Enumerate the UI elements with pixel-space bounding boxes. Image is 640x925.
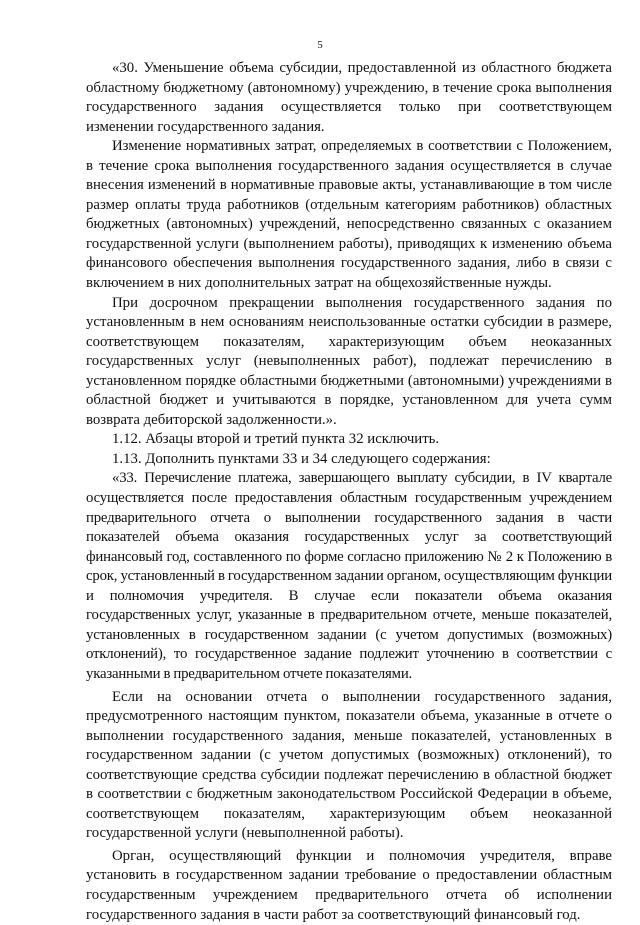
paragraph-preliminary-report-requirement: Орган, осуществляющий функции и полномочия учредителя, вправе установить в государственном задании требование о предоставлении областным государственным учреждением предварительного отчета об исполнении государственного задания в части работ за соответствующий финансовый год.	[86, 847, 612, 923]
paragraph-normative-costs-change: Изменение нормативных затрат, определяемых в соответствии с Положением, в течение срока выполнения государственного задания осуществляется в случае внесения изменений в нормативные правовые акты, устанавливающие в том числе размер оплаты труда работников (отдельным категориям работников) областных бюджетных (автономных) учреждений, непосредственно связанных с оказанием государственной услуги (выполнением работы), приводящих к изменению объема финансового обеспечения выполнения государственного задания, либо в связи с включением в них дополнительных затрат на общехозяйственные нужды.	[86, 138, 612, 292]
paragraph-33-final-payment: «33. Перечисление платежа, завершающего выплату субсидии, в IV квартале осуществляется после предоставления областным государственным учреждением предварительного отчета о выполнении государственного задания в части показателей объема оказания государственных услуг за соответствующий финансовый год, составленного по форме согласно приложению № 2 к Положению в срок, установленный в государственном задании органом, осуществляющим функции и полномочия учредителя. В случае если показатели объема оказания государственных услуг, указанные в предварительном отчете, меньше показателей, установленных в государственном задании (с учетом допустимых (возможных) отклонений), то государственное задание подлежит уточнению в соответствии с указанными в предварительном отчете показателями.	[86, 470, 612, 682]
paragraph-1-12: 1.12. Абзацы второй и третий пункта 32 исключить.	[112, 431, 440, 448]
document-body	[86, 59, 612, 925]
paragraph-30-subsidy-reduction: «30. Уменьшение объема субсидии, предоставленной из областного бюджета областному бюджетному (автономному) учреждению, в течение срока выполнения государственного задания осуществляется только при соответствующем изменении государственного задания.	[86, 60, 612, 135]
page-number: 5	[317, 39, 323, 51]
paragraph-1-13: 1.13. Дополнить пунктами 33 и 34 следующего содержания:	[112, 450, 491, 467]
paragraph-report-based-return: Если на основании отчета о выполнении государственного задания, предусмотренного настоящим пунктом, показатели объема, указанные в отчете о выполнении государственного задания, меньше показателей, установленных в государственном задании (с учетом допустимых (возможных) отклонений), то соответствующие средства субсидии подлежат перечислению в областной бюджет в соответствии с бюджетным законодательством Российской Федерации в объеме, соответствующем показателям, характеризующим объем неоказанной государственной услуги (невыполненной работы).	[86, 688, 612, 842]
paragraph-early-termination: При досрочном прекращении выполнения государственного задания по установленным в нем основаниям неиспользованные остатки субсидии в размере, соответствующем показателям, характеризующим объем неоказанных государственных услуг (невыполненных работ), подлежат перечислению в установленном порядке областными бюджетными (автономными) учреждениями в областной бюджет и учитываются в порядке, установленном для учета сумм возврата дебиторской задолженности.».	[86, 294, 612, 428]
